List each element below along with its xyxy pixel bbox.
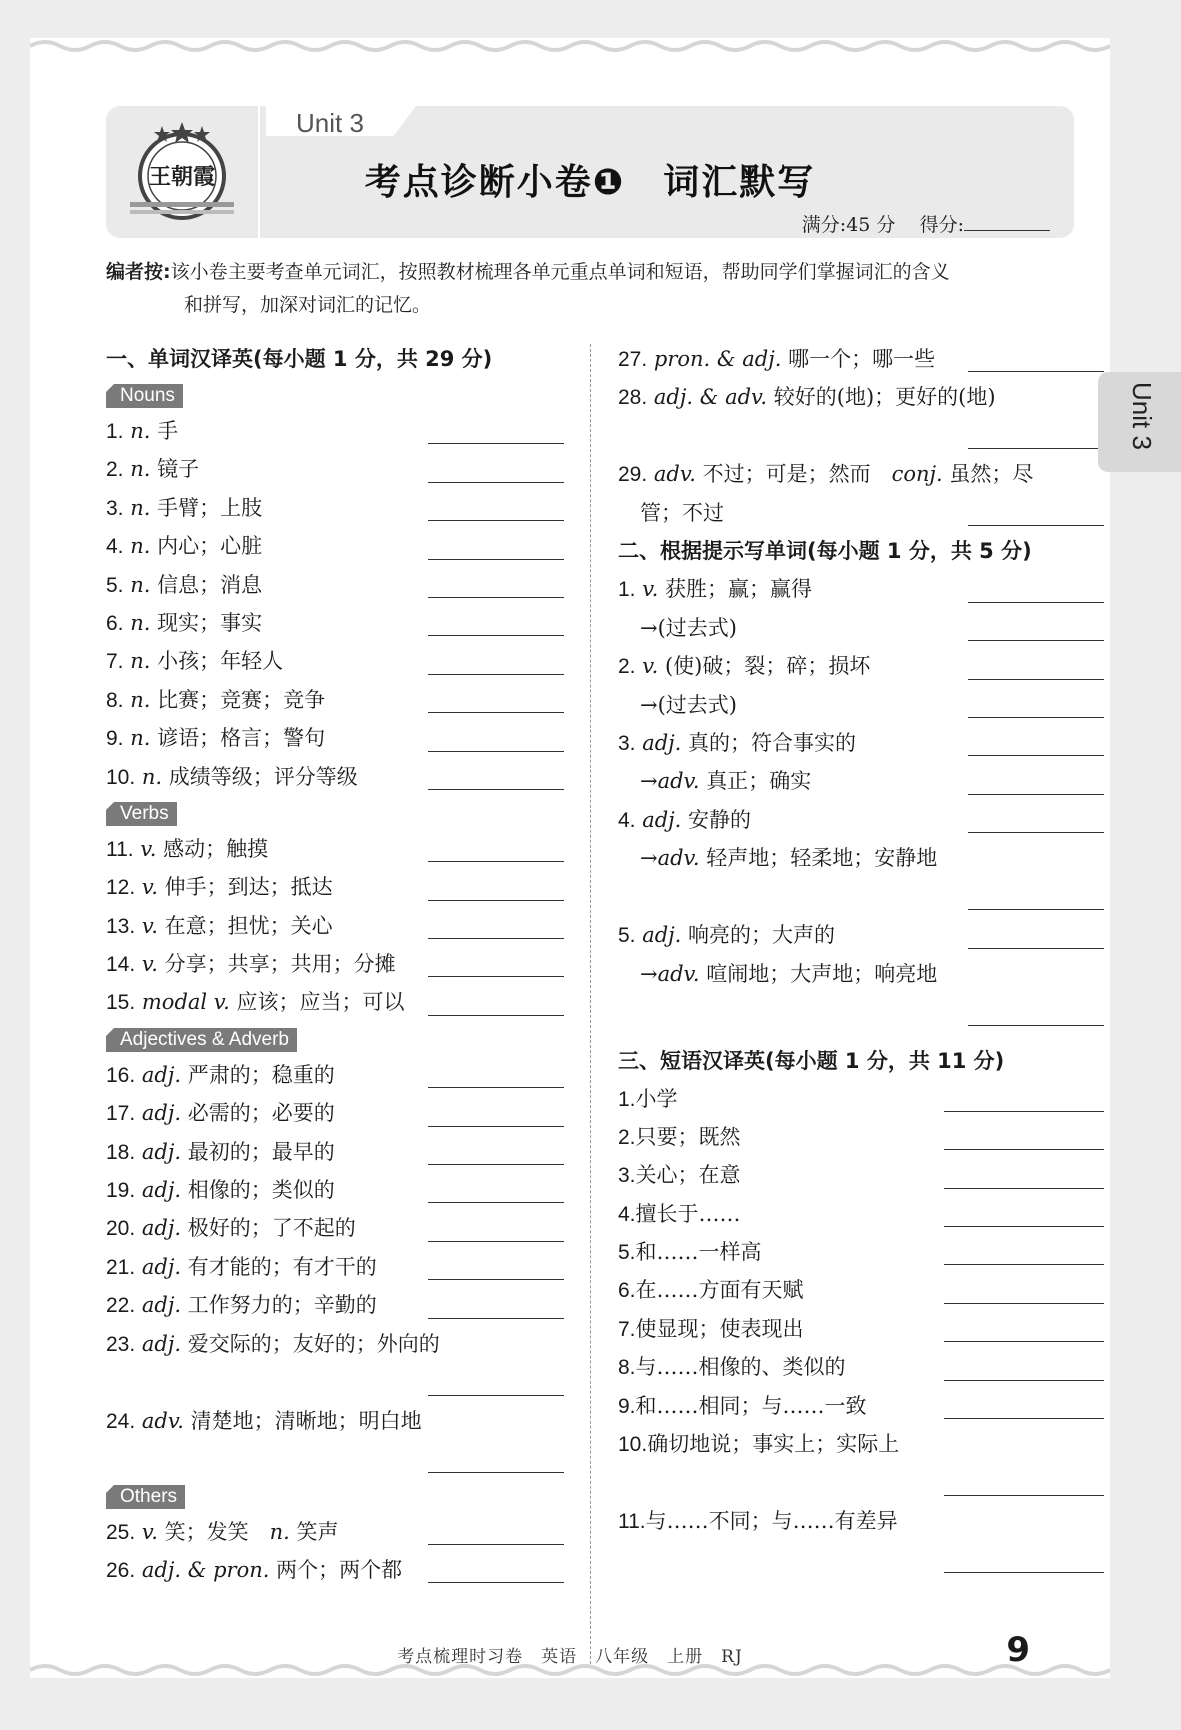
answer-blank[interactable] — [428, 674, 564, 675]
part-of-speech: v. — [141, 1519, 158, 1544]
list-item — [106, 1325, 564, 1402]
answer-blank[interactable] — [428, 1164, 564, 1165]
answer-blank[interactable] — [428, 559, 564, 560]
part-of-speech: adj. — [141, 1178, 182, 1203]
nouns-tag: Nouns — [106, 384, 183, 408]
answer-blank[interactable] — [428, 1126, 564, 1127]
list-item — [106, 1248, 564, 1286]
item-number: 11. — [618, 1510, 646, 1534]
item-meaning: 只要；既然 — [635, 1124, 741, 1149]
list-item — [618, 1080, 1104, 1118]
item-meaning: 较好的(地)；更好的(地) — [773, 385, 996, 410]
answer-blank[interactable] — [428, 789, 564, 790]
sub-hint-pos: →adv. — [640, 769, 700, 794]
score-label: 得分: — [919, 214, 964, 236]
item-meaning: 相像的；类似的 — [187, 1178, 335, 1203]
item-meaning: 小学 — [635, 1086, 678, 1111]
list-item — [618, 570, 1104, 608]
section3-title: 三、短语汉译英(每小题 1 分，共 11 分) — [618, 1048, 1005, 1073]
item-meaning: (使)破；裂；碎；损坏 — [664, 654, 871, 679]
answer-blank[interactable] — [428, 751, 564, 752]
part-of-speech: n. — [130, 457, 151, 482]
answer-blank[interactable] — [968, 448, 1104, 449]
footer-text: 考点梳理时习卷 英语 八年级 上册 RJ — [397, 1647, 743, 1667]
list-item — [106, 604, 564, 642]
list-item — [106, 830, 564, 868]
item-number: 3. — [106, 496, 124, 520]
item-number: 25. — [106, 1520, 136, 1544]
item-number: 14. — [106, 953, 136, 977]
list-item — [106, 1171, 564, 1209]
editor-note-label: 编者按: — [106, 261, 171, 283]
answer-blank[interactable] — [944, 1495, 1104, 1496]
item-meaning: 与……不同；与……有差异 — [645, 1509, 898, 1534]
answer-blank[interactable] — [428, 1582, 564, 1583]
item-meaning: 真的；符合事实的 — [688, 730, 857, 755]
item-meaning: 清楚地；清晰地；明白地 — [190, 1408, 422, 1433]
answer-blank[interactable] — [944, 1380, 1104, 1381]
item-meaning: 信息；消息 — [157, 572, 263, 597]
editor-note-line1: 该小卷主要考查单元词汇，按照教材梳理各单元重点单词和短语，帮助同学们掌握词汇的含义 — [170, 261, 950, 283]
part-of-speech: v. — [642, 654, 659, 679]
part-of-speech: adj. — [642, 730, 682, 755]
section2-title: 二、根据提示写单词(每小题 1 分，共 5 分) — [618, 539, 1032, 564]
svg-text:王朝霞: 王朝霞 — [148, 164, 216, 190]
item-number: 18. — [106, 1140, 136, 1164]
part-of-speech: adj. — [141, 1062, 182, 1087]
list-item — [106, 566, 564, 604]
item-number: 20. — [106, 1217, 136, 1241]
item-meaning: 极好的；了不起的 — [187, 1216, 356, 1241]
answer-blank[interactable] — [944, 1341, 1104, 1342]
list-item — [618, 340, 1104, 378]
list-item — [106, 1133, 564, 1171]
item-number: 2. — [618, 1125, 636, 1149]
item-number: 4. — [618, 1202, 636, 1226]
part-of-speech: n. — [130, 726, 151, 751]
item-number: 1. — [618, 578, 636, 602]
item-meaning: 成绩等级；评分等级 — [168, 764, 358, 789]
list-item — [618, 1233, 1104, 1271]
editor-note-line2: 和拼写，加深对词汇的记忆。 — [184, 294, 432, 316]
answer-blank[interactable] — [968, 794, 1104, 795]
column-divider — [590, 344, 591, 1664]
list-item — [106, 719, 564, 757]
answer-blank[interactable] — [428, 1015, 564, 1016]
full-score: 满分:45 分 — [801, 214, 896, 236]
item-number: 5. — [106, 573, 124, 597]
list-item — [618, 1348, 1104, 1386]
answer-blank[interactable] — [428, 443, 564, 444]
item-number: 27. — [618, 348, 648, 371]
answer-blank[interactable] — [944, 1572, 1104, 1573]
part-of-speech: adv. — [141, 1408, 184, 1433]
part-of-speech: n. — [130, 495, 151, 520]
list-item-sub — [618, 686, 1104, 724]
verbs-list — [106, 830, 564, 1022]
item-meaning: 在……方面有天赋 — [635, 1278, 804, 1303]
list-item — [106, 868, 564, 906]
answer-blank[interactable] — [968, 679, 1104, 680]
item-meaning: 分享；共享；共用；分摊 — [164, 952, 396, 977]
item-meaning: 小孩；年轻人 — [157, 649, 284, 674]
item-meaning: 响亮的；大声的 — [688, 923, 836, 948]
item-number: 2. — [106, 458, 124, 482]
item-meaning: 关心；在意 — [635, 1163, 741, 1188]
list-item — [618, 1195, 1104, 1233]
item-number: 10. — [618, 1433, 648, 1457]
item-meaning: 手 — [157, 419, 179, 443]
part-of-speech: n. — [130, 534, 151, 559]
item-number: 9. — [618, 1394, 636, 1418]
item-number: 26. — [106, 1558, 136, 1582]
item-number: 4. — [618, 808, 636, 832]
item-meaning: 镜子 — [157, 457, 200, 482]
list-item — [618, 1425, 1104, 1502]
item-meaning: 手臂；上肢 — [157, 495, 263, 520]
score-blank[interactable] — [964, 214, 1050, 231]
item-number: 12. — [106, 876, 136, 900]
part-of-speech: n. — [130, 649, 151, 674]
item-meaning: 最初的；最早的 — [187, 1139, 335, 1164]
item-number: 29. — [618, 463, 648, 487]
part-of-speech: adj. — [141, 1331, 182, 1356]
worksheet-page — [30, 38, 1110, 1678]
sub-hint — [618, 846, 937, 870]
item-meaning-cont: 管；不过 — [640, 501, 724, 526]
list-item — [106, 1056, 564, 1094]
item-number: 11. — [106, 837, 134, 861]
item-number: 6. — [106, 611, 124, 635]
sub-hint-pos: →adv. — [640, 846, 700, 871]
answer-blank[interactable] — [944, 1149, 1104, 1150]
answer-blank[interactable] — [428, 1279, 564, 1280]
list-item — [106, 1209, 564, 1247]
part-of-speech: adj. — [141, 1216, 182, 1241]
list-item — [618, 724, 1104, 762]
item-number: 9. — [106, 727, 124, 751]
item-meaning: 爱交际的；友好的；外向的 — [187, 1331, 440, 1356]
answer-blank[interactable] — [428, 1318, 564, 1319]
item-number: 15. — [106, 991, 136, 1015]
item-number: 10. — [106, 765, 136, 789]
list-item — [618, 378, 1104, 455]
item-meaning: 安静的 — [688, 807, 752, 832]
part-of-speech: adj. — [141, 1293, 182, 1318]
item-number: 6. — [618, 1279, 636, 1303]
item-meaning: 必需的；必要的 — [187, 1101, 335, 1126]
unit-label: Unit 3 — [296, 108, 364, 138]
item-meaning: 谚语；格言；警句 — [157, 726, 326, 751]
item-number: 22. — [106, 1294, 136, 1318]
answer-blank[interactable] — [428, 1087, 564, 1088]
item-meaning: 现实；事实 — [157, 610, 263, 635]
answer-blank[interactable] — [968, 640, 1104, 641]
item-number: 28. — [618, 386, 648, 410]
sub-hint-text: 真正；确实 — [706, 769, 812, 794]
item-meaning: 不过；可是；然而 — [702, 462, 892, 487]
sub-hint-text: →(过去式) — [640, 692, 737, 717]
list-item — [618, 1310, 1104, 1348]
list-item — [106, 1286, 564, 1324]
others-tag: Others — [106, 1485, 185, 1509]
part-of-speech: adj. & pron. — [141, 1557, 270, 1582]
answer-blank[interactable] — [944, 1226, 1104, 1227]
answer-blank[interactable] — [968, 832, 1104, 833]
list-item — [106, 412, 564, 450]
part-of-speech: n. — [130, 419, 151, 443]
answer-blank[interactable] — [428, 1544, 564, 1545]
item-number: 19. — [106, 1179, 136, 1203]
verbs-tag: Verbs — [106, 802, 177, 826]
answer-blank[interactable] — [428, 635, 564, 636]
part-of-speech: n. — [130, 572, 151, 597]
item-meaning: 内心；心脏 — [157, 534, 263, 559]
section2-list — [618, 570, 1104, 1031]
item-number: 3. — [618, 731, 636, 755]
list-item — [106, 907, 564, 945]
list-item — [618, 647, 1104, 685]
answer-blank[interactable] — [944, 1303, 1104, 1304]
list-item — [618, 916, 1104, 954]
answer-blank[interactable] — [428, 520, 564, 521]
part-of-speech: adj. & adv. — [653, 385, 768, 410]
answer-blank[interactable] — [428, 597, 564, 598]
item-number: 5. — [618, 1241, 636, 1265]
part-of-speech: adj. — [141, 1101, 182, 1126]
part-of-speech: v. — [141, 875, 158, 900]
item-meaning-2: 虽然；尽 — [949, 462, 1034, 487]
list-item — [618, 801, 1104, 839]
list-item — [106, 527, 564, 565]
part-of-speech: adj. — [141, 1139, 182, 1164]
answer-blank[interactable] — [944, 1418, 1104, 1419]
list-item — [618, 1156, 1104, 1194]
item-number: 7. — [106, 650, 124, 674]
list-item — [618, 455, 1104, 532]
nouns-list — [106, 412, 564, 796]
part-of-speech: v. — [642, 577, 659, 602]
item-number: 17. — [106, 1102, 136, 1126]
item-meaning: 应该；应当；可以 — [236, 990, 405, 1015]
item-meaning: 有才能的；有才干的 — [187, 1254, 377, 1279]
answer-blank[interactable] — [944, 1111, 1104, 1112]
adjectives-list — [106, 1056, 564, 1479]
adjectives-tag: Adjectives & Adverb — [106, 1028, 297, 1052]
answer-blank[interactable] — [968, 525, 1104, 526]
sub-hint-text: 喧闹地；大声地；响亮地 — [706, 961, 938, 986]
answer-blank[interactable] — [428, 482, 564, 483]
sub-hint — [618, 616, 737, 640]
list-item — [106, 1094, 564, 1132]
item-meaning: 擅长于…… — [635, 1201, 741, 1226]
answer-blank[interactable] — [944, 1188, 1104, 1189]
item-meaning: 使显现；使表现出 — [635, 1316, 804, 1341]
list-item — [106, 681, 564, 719]
list-item — [618, 1118, 1104, 1156]
item-number: 7. — [618, 1317, 636, 1341]
sub-hint — [618, 693, 737, 717]
answer-blank[interactable] — [968, 602, 1104, 603]
item-number: 23. — [106, 1332, 136, 1356]
list-item — [618, 1502, 1104, 1579]
item-meaning: 伸手；到达；抵达 — [164, 875, 333, 900]
answer-blank[interactable] — [968, 909, 1104, 910]
item-number: 13. — [106, 914, 136, 938]
sub-hint — [618, 962, 937, 986]
part-of-speech-2: n. — [269, 1519, 290, 1544]
answer-blank[interactable] — [428, 1472, 564, 1473]
list-item — [106, 758, 564, 796]
answer-blank[interactable] — [968, 717, 1104, 718]
part-of-speech: n. — [130, 610, 151, 635]
item-number: 16. — [106, 1063, 136, 1087]
others-list-right — [618, 340, 1104, 532]
score-line — [802, 210, 1050, 237]
list-item — [106, 1513, 564, 1551]
list-item — [106, 945, 564, 983]
part-of-speech: n. — [130, 687, 151, 712]
unit-side-tab — [1098, 372, 1181, 472]
answer-blank[interactable] — [428, 938, 564, 939]
item-meaning: 在意；担忧；关心 — [164, 913, 333, 938]
answer-blank[interactable] — [944, 1264, 1104, 1265]
answer-blank[interactable] — [968, 948, 1104, 949]
worksheet-title: 考点诊断小卷❶ 词汇默写 — [364, 162, 816, 203]
section3-list — [618, 1080, 1104, 1580]
item-number: 8. — [618, 1356, 636, 1380]
section1-title: 一、单词汉译英(每小题 1 分，共 29 分) — [106, 347, 493, 371]
list-item — [106, 489, 564, 527]
list-item — [106, 983, 564, 1021]
item-number: 1. — [106, 420, 124, 443]
item-meaning: 感动；触摸 — [163, 836, 269, 861]
page-number: 9 — [1006, 1630, 1030, 1670]
answer-blank[interactable] — [428, 900, 564, 901]
item-meaning: 与……相像的、类似的 — [635, 1355, 846, 1380]
editor-note — [106, 256, 1086, 322]
list-item-sub — [618, 839, 1104, 916]
item-number: 24. — [106, 1409, 136, 1433]
item-meaning: 比赛；竞赛；竞争 — [157, 687, 326, 712]
item-number: 2. — [618, 655, 636, 679]
header-banner — [106, 106, 1074, 238]
answer-blank[interactable] — [968, 1025, 1104, 1026]
part-of-speech: adj. — [141, 1254, 182, 1279]
item-number: 5. — [618, 924, 636, 948]
sub-hint-pos: →adv. — [640, 961, 700, 986]
answer-blank[interactable] — [968, 755, 1104, 756]
part-of-speech: v. — [140, 836, 157, 861]
item-meaning: 和……相同；与……一致 — [635, 1393, 867, 1418]
item-meaning: 和……一样高 — [635, 1240, 762, 1265]
answer-blank[interactable] — [428, 976, 564, 977]
right-column — [618, 340, 1104, 1579]
item-meaning: 两个；两个都 — [276, 1557, 403, 1582]
part-of-speech: adj. — [642, 807, 682, 832]
item-number: 3. — [618, 1164, 636, 1188]
part-of-speech: v. — [141, 952, 158, 977]
side-tab-label: Unit 3 — [1127, 382, 1157, 450]
part-of-speech: n. — [141, 764, 163, 789]
answer-blank[interactable] — [428, 1241, 564, 1242]
item-meaning-2: 笑声 — [296, 1519, 339, 1544]
item-meaning: 笑；发笑 — [164, 1519, 270, 1544]
part-of-speech: modal v. — [141, 990, 230, 1015]
sub-hint-text: →(过去式) — [640, 615, 737, 640]
answer-blank[interactable] — [428, 861, 564, 862]
list-item — [106, 1402, 564, 1479]
sub-hint — [618, 769, 811, 793]
part-of-speech-2: conj. — [891, 462, 943, 487]
list-item-sub — [618, 955, 1104, 1032]
top-wave-border — [30, 38, 1110, 60]
item-meaning: 确切地说；事实上；实际上 — [647, 1432, 900, 1457]
list-item — [106, 1551, 564, 1589]
left-column — [106, 340, 564, 1589]
list-item-sub — [618, 609, 1104, 647]
others-list-left — [106, 1513, 564, 1590]
answer-blank[interactable] — [428, 1395, 564, 1396]
part-of-speech: pron. & adj. — [653, 347, 782, 371]
item-number: 4. — [106, 535, 124, 559]
part-of-speech: v. — [141, 913, 158, 938]
item-meaning: 哪一个；哪一些 — [788, 347, 936, 371]
part-of-speech: adj. — [642, 923, 682, 948]
item-meaning: 获胜；赢；赢得 — [664, 577, 812, 602]
sub-hint-text: 轻声地；轻柔地；安静地 — [706, 846, 938, 871]
list-item — [618, 1271, 1104, 1309]
list-item — [618, 1387, 1104, 1425]
item-number: 8. — [106, 688, 124, 712]
answer-blank[interactable] — [428, 1202, 564, 1203]
item-meaning: 严肃的；稳重的 — [187, 1062, 335, 1087]
list-item-sub — [618, 762, 1104, 800]
item-meaning: 工作努力的；辛勤的 — [187, 1293, 377, 1318]
list-item — [106, 450, 564, 488]
item-number: 1. — [618, 1087, 636, 1111]
list-item — [106, 642, 564, 680]
answer-blank[interactable] — [968, 371, 1104, 372]
item-number: 21. — [106, 1255, 136, 1279]
part-of-speech: adv. — [653, 462, 696, 487]
answer-blank[interactable] — [428, 712, 564, 713]
